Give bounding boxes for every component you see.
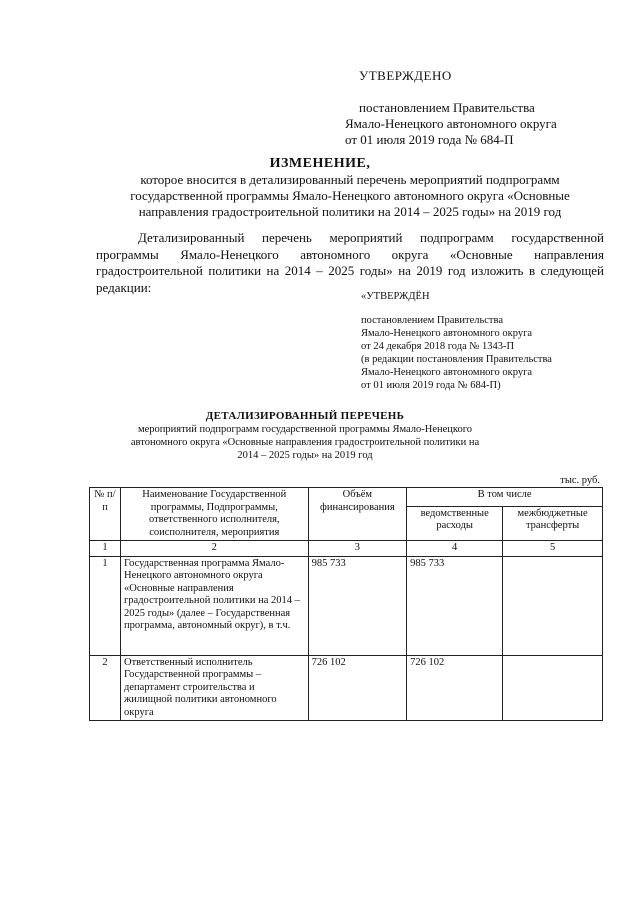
column-number: 1 (90, 541, 121, 557)
table-header-row (90, 488, 603, 507)
row-departmental: 726 102 (407, 655, 503, 721)
approval2-line: от 24 декабря 2018 года № 1343-П (361, 341, 515, 352)
approval2-line: Ямало-Ненецкого автономного округа (361, 367, 533, 378)
row-transfers (503, 655, 603, 721)
row-num: 1 (90, 556, 121, 655)
approval2-title: «УТВЕРЖДЁН (361, 291, 430, 302)
header-volume: Объём финансирования (308, 488, 407, 541)
approval2-line: от 01 июля 2019 года № 684-П) (361, 380, 501, 391)
detail-subtitle: мероприятий подпрограмм государственной программы Ямало-Ненецкого автономного округа «Основные направления градостроительной политики на 2014 – 2025 годы» на 2019 год (130, 424, 480, 461)
change-subtitle: которое вносится в детализированный перечень мероприятий подпрограмм государственной программы Ямало-Ненецкого автономного округа «Основные направления градостроительной политики на 2014 – 2025 годы» на 2019 год (130, 172, 570, 219)
approval-line: от 01 июля 2019 года № 684-П (345, 132, 514, 147)
approval-line: постановлением Правительства (359, 100, 535, 115)
header-including: В том числе (407, 488, 603, 507)
column-number: 5 (503, 541, 603, 557)
column-number: 3 (308, 541, 407, 557)
detail-title: ДЕТАЛИЗИРОВАННЫЙ ПЕРЕЧЕНЬ (205, 410, 405, 422)
row-departmental: 985 733 (407, 556, 503, 655)
table-row (90, 655, 603, 721)
approval-stamp (345, 68, 615, 148)
row-volume: 985 733 (308, 556, 407, 655)
row-transfers (503, 556, 603, 655)
column-number: 2 (121, 541, 309, 557)
row-num: 2 (90, 655, 121, 721)
header-departmental: ведомственные расходы (407, 506, 503, 540)
approval-line: Ямало-Ненецкого автономного округа (345, 116, 557, 131)
approval2-line: (в редакции постановления Правительства (361, 354, 552, 365)
header-name: Наименование Государственной программы, Подпрограммы, ответственного исполнителя, соисполнителя, мероприятия (121, 488, 309, 541)
column-numbers-row (90, 541, 603, 557)
financing-table (89, 487, 603, 721)
header-transfers: межбюджетные трансферты (503, 506, 603, 540)
row-name: Ответственный исполнитель Государственной программы – департамент строительства и жилищной политики автономного округа (121, 655, 309, 721)
approval-stamp-2 (361, 290, 621, 392)
row-volume: 726 102 (308, 655, 407, 721)
column-number: 4 (407, 541, 503, 557)
approval2-line: постановлением Правительства (361, 315, 504, 326)
table-row (90, 556, 603, 655)
units-label: тыс. руб. (560, 475, 600, 486)
change-title: ИЗМЕНЕНИЕ, (269, 156, 371, 171)
row-name: Государственная программа Ямало-Ненецкого автономного округа «Основные направления градостроительной политики на 2014 – 2025 годы» (далее – Государственная программа, автономный округ), в т.ч. (121, 556, 309, 655)
header-num: № п/п (90, 488, 121, 541)
approval2-line: Ямало-Ненецкого автономного округа (361, 328, 533, 339)
intro-paragraph: Детализированный перечень мероприятий подпрограмм государственной программы Ямало-Ненецкого автономного округа «Основные направления градостроительной политики на 2014 – 2025 годы» на 2019 год изложить в следующей редакции: (96, 230, 604, 295)
approval-title: УТВЕРЖДЕНО (359, 68, 452, 83)
